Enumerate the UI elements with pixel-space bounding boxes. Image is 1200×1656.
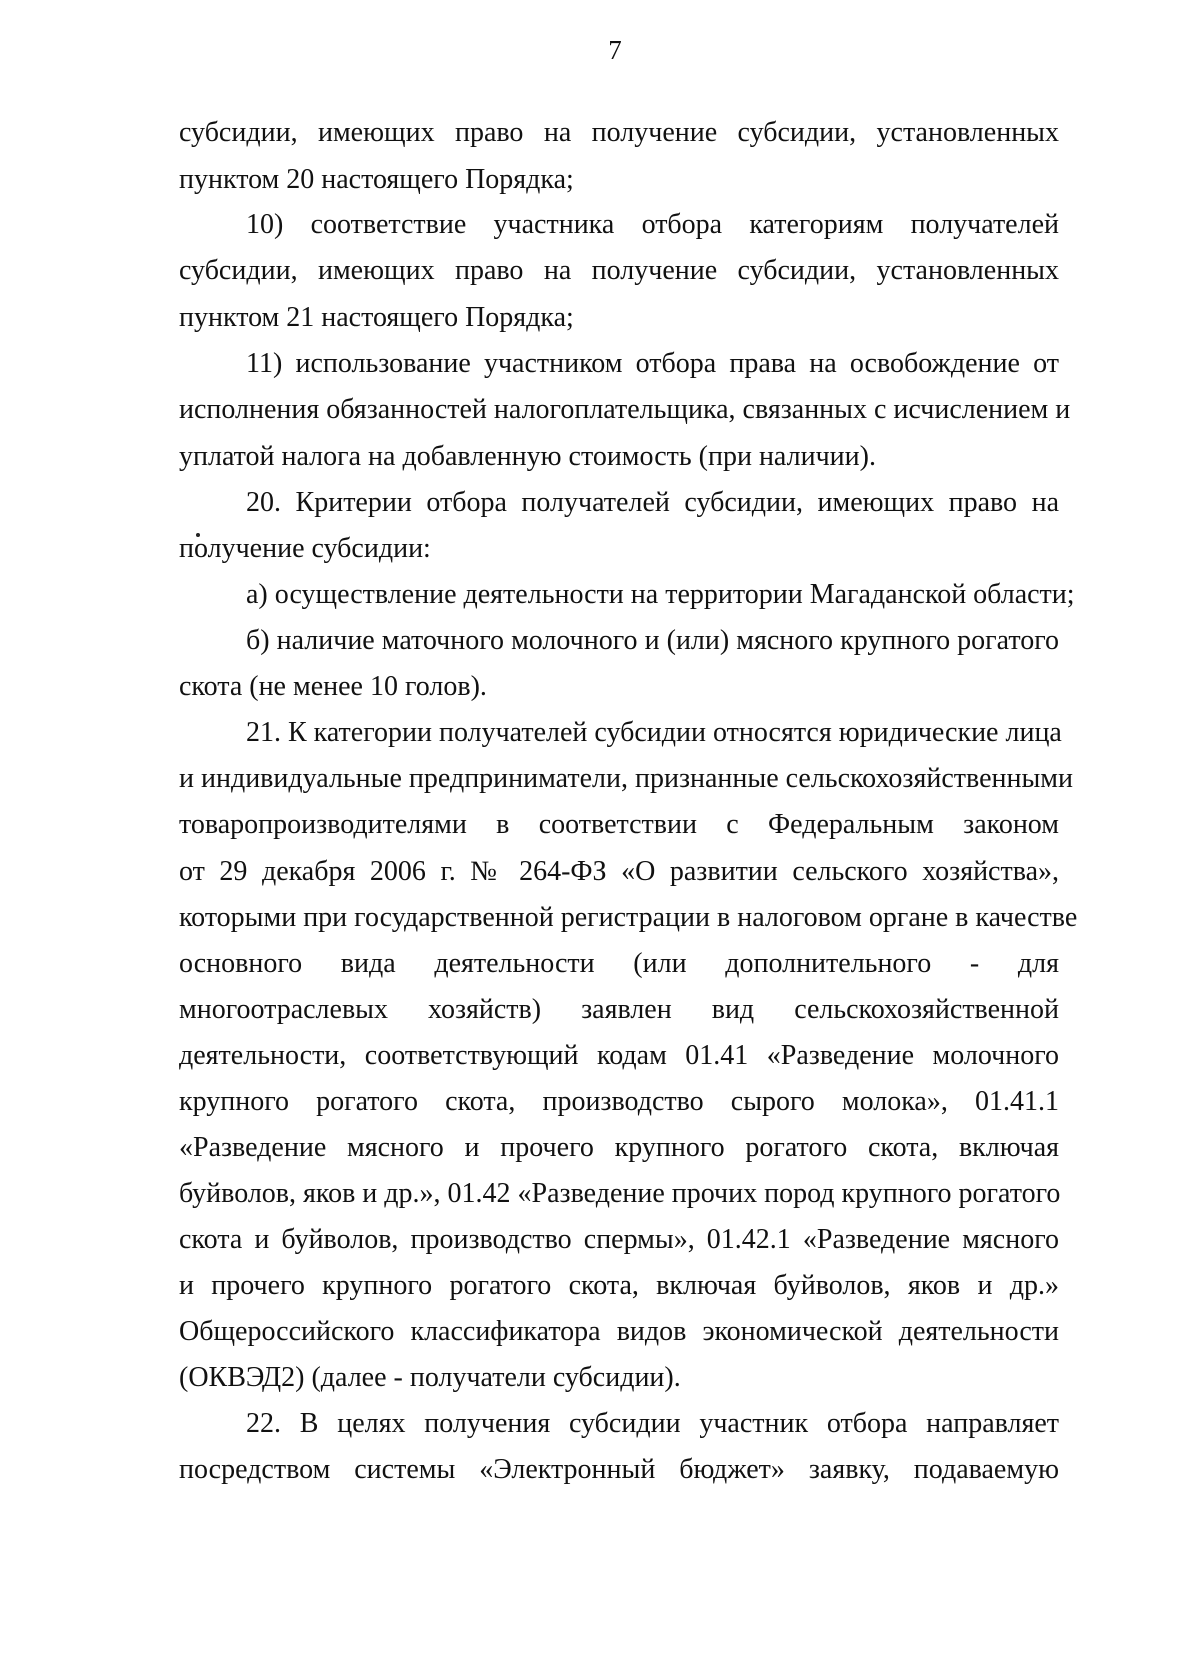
text-line: получение субсидии: — [179, 533, 431, 564]
text-line: субсидии, имеющих право на получение субсидии, установленных — [179, 255, 1059, 286]
text-line: от 29 декабря 2006 г. № 264-ФЗ «О развитии сельского хозяйства», — [179, 856, 1059, 887]
text-line: буйволов, яков и др.», 01.42 «Разведение прочих пород крупного рогатого — [179, 1178, 1061, 1209]
text-line: деятельности, соответствующий кодам 01.41 «Разведение молочного — [179, 1040, 1059, 1071]
text-line: и индивидуальные предприниматели, признанные сельскохозяйственными — [179, 763, 1073, 794]
text-line: и прочего крупного рогатого скота, включая буйволов, яков и др.» — [179, 1270, 1059, 1301]
text-line: которыми при государственной регистрации в налоговом органе в качестве — [179, 902, 1078, 933]
text-line: (ОКВЭД2) (далее - получатели субсидии). — [179, 1362, 681, 1393]
text-line: «Разведение мясного и прочего крупного рогатого скота, включая — [179, 1132, 1059, 1163]
text-line: 22. В целях получения субсидии участник отбора направляет — [246, 1408, 1059, 1439]
text-line: основного вида деятельности (или дополнительного - для — [179, 948, 1059, 979]
text-line: б) наличие маточного молочного и (или) мясного крупного рогатого — [246, 625, 1059, 656]
text-line: многоотраслевых хозяйств) заявлен вид сельскохозяйственной — [179, 994, 1059, 1025]
text-line: 21. К категории получателей субсидии относятся юридические лица — [246, 717, 1062, 748]
text-line: Общероссийского классификатора видов экономической деятельности — [179, 1316, 1059, 1347]
text-line: исполнения обязанностей налогоплательщика, связанных с исчислением и — [179, 394, 1071, 425]
text-line: 11) использование участником отбора права на освобождение от — [246, 348, 1059, 379]
text-line: 20. Критерии отбора получателей субсидии, имеющих право на — [246, 487, 1059, 518]
text-line: а) осуществление деятельности на территории Магаданской области; — [246, 579, 1075, 610]
text-line: скота и буйволов, производство спермы», 01.42.1 «Разведение мясного — [179, 1224, 1059, 1255]
text-line: уплатой налога на добавленную стоимость (при наличии). — [179, 441, 876, 472]
text-line: посредством системы «Электронный бюджет» заявку, подаваемую — [179, 1454, 1059, 1485]
text-line: пунктом 21 настоящего Порядка; — [179, 302, 574, 333]
text-line: 10) соответствие участника отбора категориям получателей — [246, 209, 1059, 240]
text-line: крупного рогатого скота, производство сырого молока», 01.41.1 — [179, 1086, 1059, 1117]
page-number: 7 — [608, 35, 622, 65]
text-line: субсидии, имеющих право на получение субсидии, установленных — [179, 117, 1059, 148]
text-line: пунктом 20 настоящего Порядка; — [179, 164, 574, 195]
text-line: товаропроизводителями в соответствии с Федеральным законом — [179, 809, 1059, 840]
text-line: скота (не менее 10 голов). — [179, 671, 487, 702]
